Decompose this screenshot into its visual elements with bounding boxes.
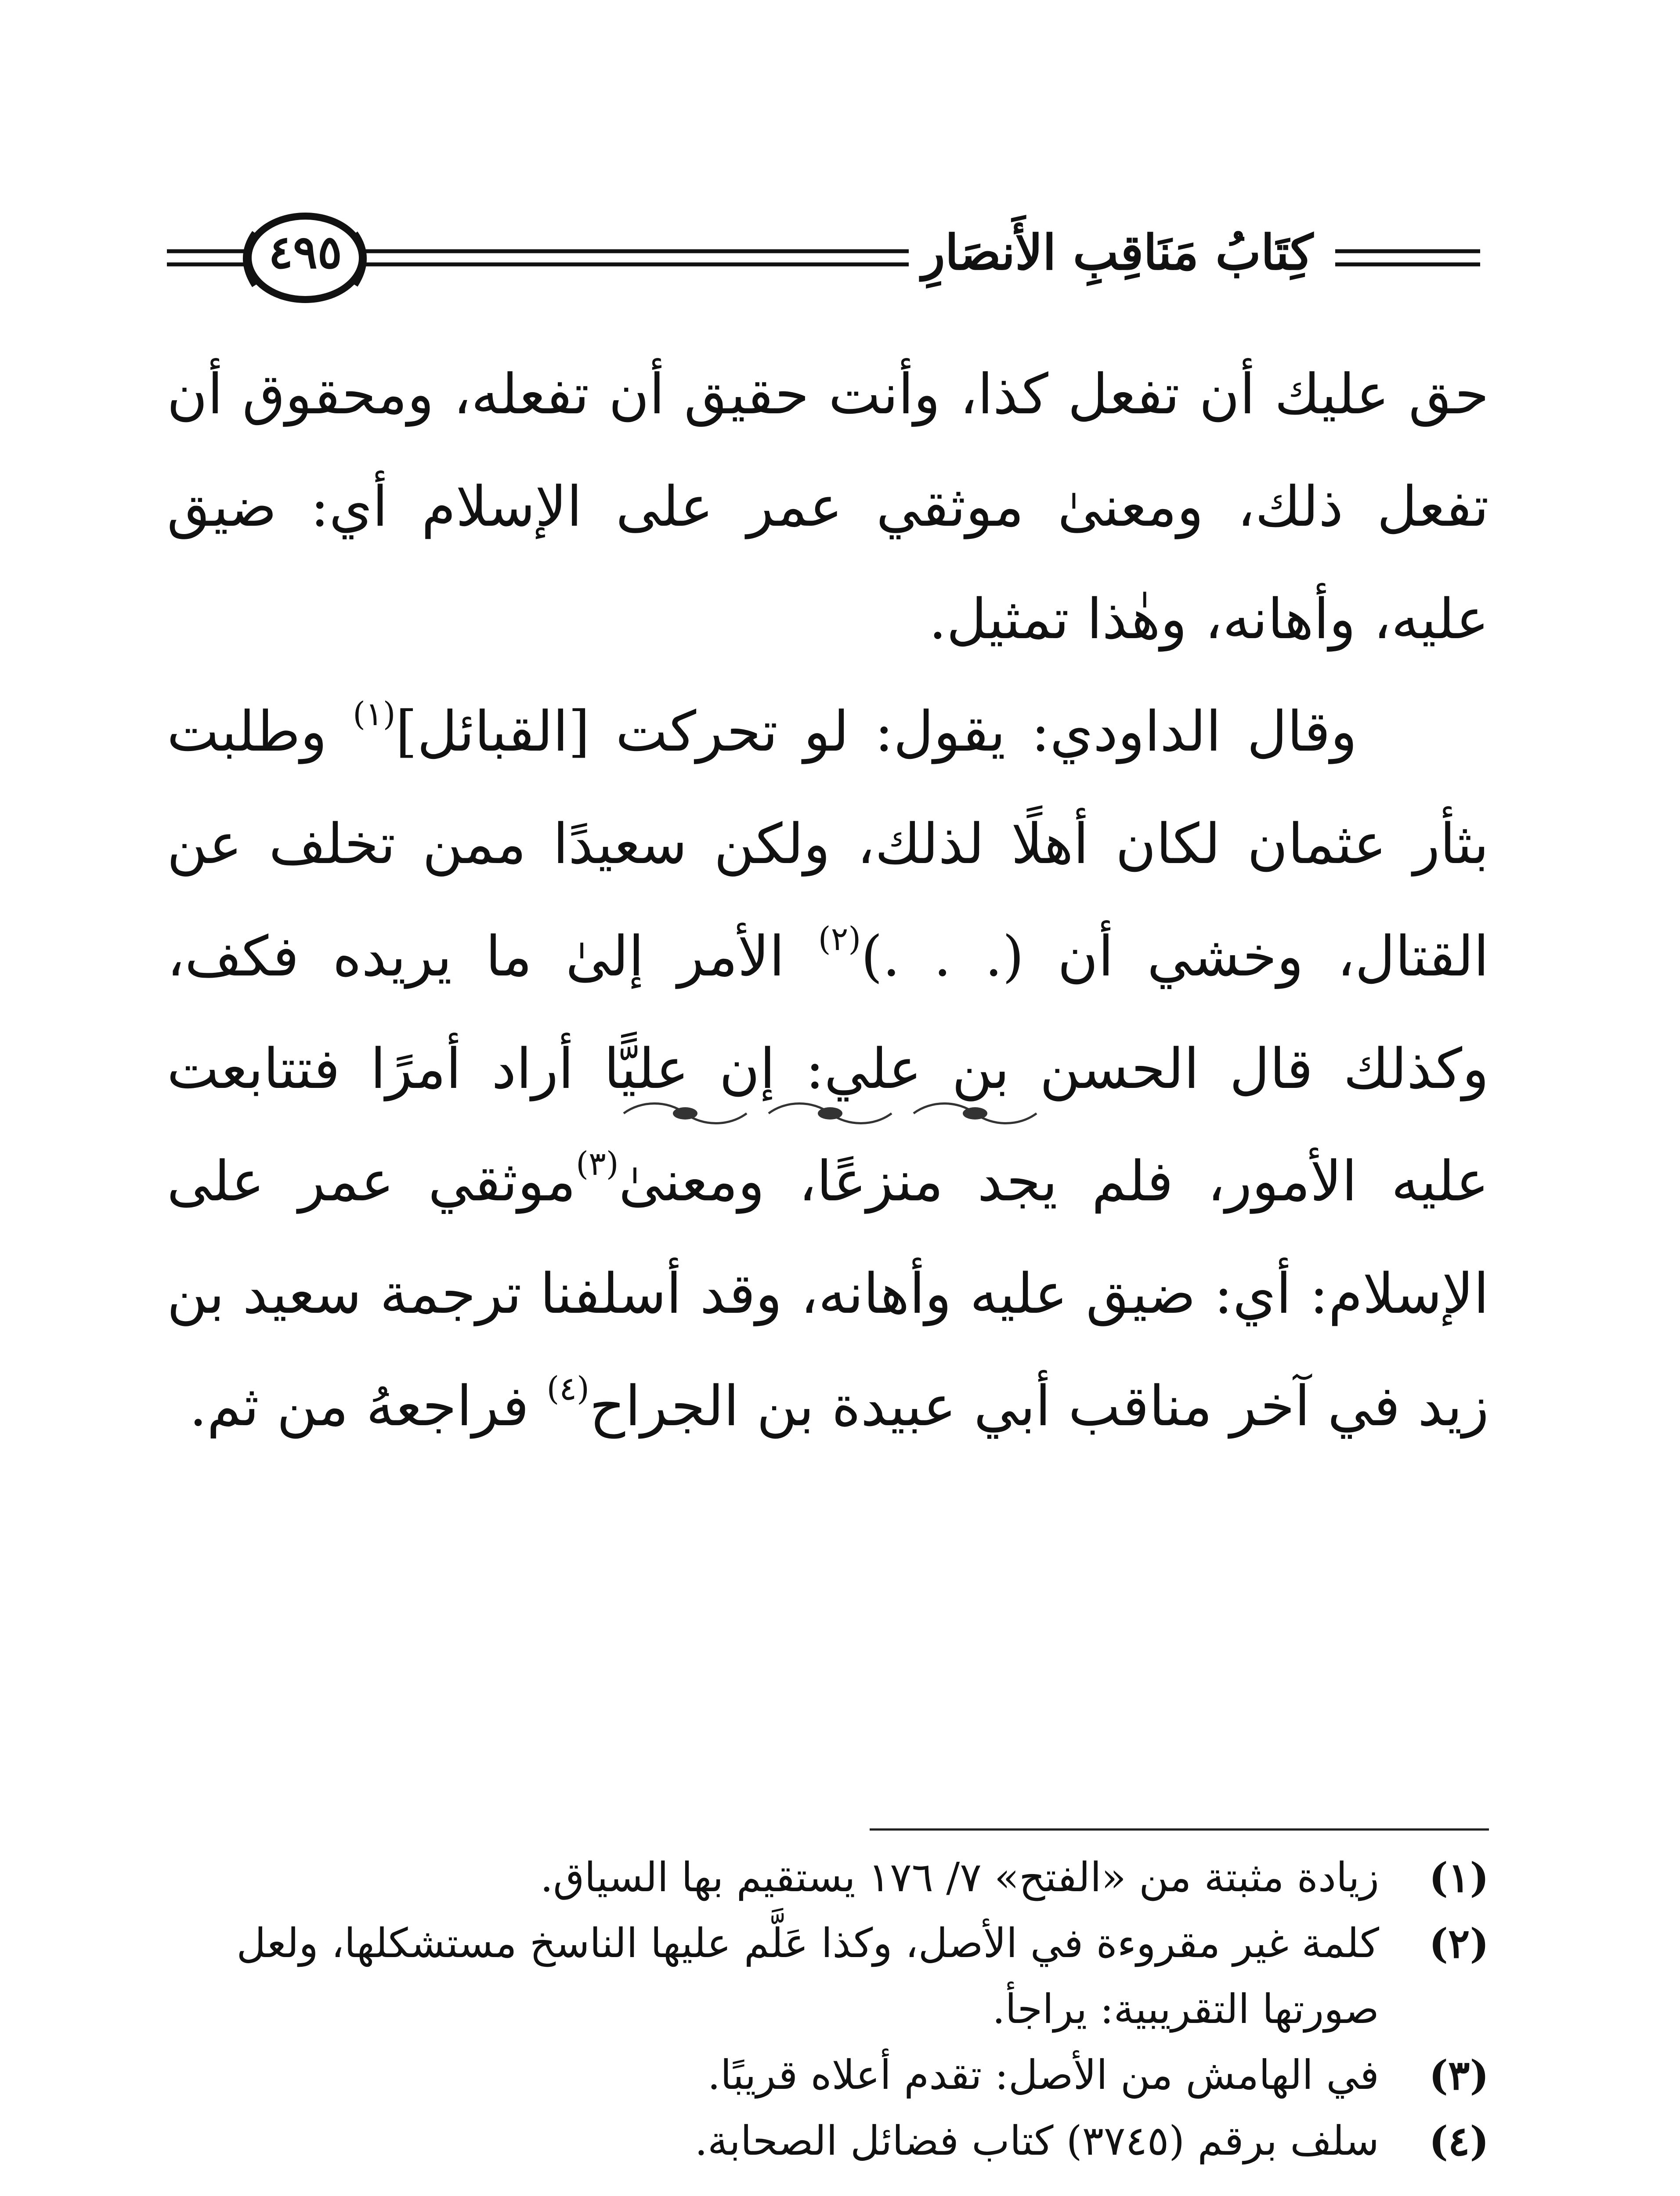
text-segment: موثقي عمر على الإسلام: أي: ضيق عليه وأهانه، وقد أسلفنا ترجمة سعيد بن زيد في آخر مناقب أبي عبيدة بن الجراح: [167, 1149, 1489, 1438]
footnote-ref-4: (٤): [546, 1370, 589, 1408]
footnote-3: [167, 2042, 1489, 2108]
footnote-text: كلمة غير مقروءة في الأصل، وكذا عَلَّم عليها الناسخ مستشكلها، ولعل صورتها التقريبية: يراجأ.: [236, 1920, 1379, 2033]
footnote-1: [167, 1845, 1489, 1911]
text-segment: وقال الداودي: يقول: لو تحركت [القبائل]: [395, 699, 1358, 764]
footnote-text: زيادة مثبتة من «الفتح» ٧/ ١٧٦ يستقيم بها السياق.: [540, 1854, 1379, 1901]
footnote-separator: [870, 1828, 1489, 1831]
footnote-number: (١): [1429, 1854, 1489, 1901]
footnotes: [167, 1845, 1489, 2174]
footnote-4: [167, 2108, 1489, 2174]
text-segment: فراجعهُ من ثم.: [189, 1374, 547, 1438]
footnote-2: [167, 1911, 1489, 2042]
main-text: [167, 338, 1489, 1463]
footnote-ref-1: (١): [353, 695, 396, 733]
footnote-number: (٣): [1429, 2052, 1489, 2099]
text-segment: وطلبت بثأر عثمان لكان أهلًا لذلك، ولكن سعيدًا ممن تخلف عن القتال، وخشي أن (. . .): [167, 699, 1489, 989]
footnote-number: (٤): [1429, 2117, 1489, 2165]
section-divider-ornament: [615, 1098, 1054, 1129]
footnote-ref-2: (٢): [818, 920, 861, 958]
footnote-text: سلف برقم (٣٧٤٥) كتاب فضائل الصحابة.: [694, 2117, 1379, 2164]
footnote-number: (٢): [1429, 1920, 1489, 1967]
paragraph-2: [167, 675, 1489, 1463]
running-header: [167, 206, 1493, 316]
paragraph-1: حق عليك أن تفعل كذا، وأنت حقيق أن تفعله، ومحقوق أن تفعل ذلك، ومعنىٰ موثقي عمر على الإسلام أي: ضيق عليه، وأهانه، وهٰذا تمثيل.: [167, 362, 1489, 651]
chapter-title: كِتَابُ مَنَاقِبِ الأَنصَارِ: [909, 224, 1326, 281]
footnote-text: في الهامش من الأصل: تقدم أعلاه قريبًا.: [707, 2052, 1379, 2098]
footnote-ref-3: (٣): [576, 1145, 619, 1183]
text-segment: الأمر إلىٰ ما يريده فكف، وكذلك قال الحسن بن علي: إن عليًّا أراد أمرًا فتتابعت عليه الأمور، فلم يجد منزعًا، ومعنىٰ: [167, 924, 1489, 1214]
page-number: ٤٩٥: [268, 225, 342, 279]
